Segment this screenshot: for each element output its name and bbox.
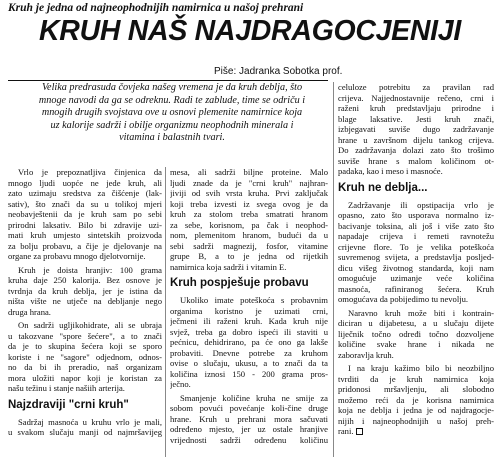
text-line: suvremenog svijeta, a predstavlja posljed- xyxy=(338,252,494,262)
text-line: probaviti. Dnevne potrebe za kruhom xyxy=(170,347,328,358)
text-line: ječmeni ili raženi kruh. Kada kruh nije xyxy=(170,316,328,326)
text-line: dicu višeg životnog standarda, koji nam xyxy=(338,262,494,273)
text-line: omogućava da pobijedimo tu nevolju. xyxy=(338,294,469,304)
text-line: grupe B, a to je jedna od rijetkih xyxy=(170,251,328,261)
text-line: diciran u dijabetesu, a u slučaju dijete xyxy=(338,318,494,328)
text-line: tvrdnja da kruh deblja, jer je istina da xyxy=(8,285,162,296)
text-line: hrane u završnom dijelu tankog crijeva. xyxy=(338,134,494,145)
text-line: ljudi znade da je "crni kruh" najhran- xyxy=(170,177,328,188)
text-line: našu težinu i stanje našiih arterija. xyxy=(8,383,125,393)
text-line: nom, plemenitom hranom, budući da u xyxy=(170,230,328,240)
article-column-2 xyxy=(170,167,328,448)
lead-line: vitamina i balastnih tvari. xyxy=(119,132,225,144)
lead-line: mnogih drugih svojstava ove u osnovi plemenite namirnice koja xyxy=(41,107,303,119)
col2-paragraph-3 xyxy=(170,393,328,446)
text-line: izbjegavati suviše dugo zadržavanje xyxy=(338,124,494,134)
text-line: crijeva. Najjednostavnije rečeno, crni i xyxy=(338,92,494,103)
text-line: Zadržavanje ili opstipacija vrlo je xyxy=(348,199,494,210)
text-line: padaka, kao i meso i masnoće. xyxy=(338,166,443,176)
subheading-crni-kruh: Najzdraviji "crni kruh" xyxy=(8,398,129,411)
kicker-line: Kruh je jedna od najneophodnijih namirnica u našoj prehrani xyxy=(8,2,304,14)
col2-paragraph-1 xyxy=(170,167,328,272)
text-line: mnogo ljudi uopće ne jede kruh, ali xyxy=(8,177,162,188)
byline: Piše: Jadranka Sobotka prof. xyxy=(214,66,343,77)
text-line: pećnicu, dehidrirano, pa će ono ga lakše xyxy=(170,337,328,347)
text-line: namirnica koja sadrži i vitamin E. xyxy=(170,261,287,272)
col1-paragraph-3 xyxy=(8,320,162,394)
text-line: druga hrana. xyxy=(8,306,51,317)
text-line: suviše hrane s malom količinom ot- xyxy=(338,155,494,166)
text-line: ništa vište ne utječe na debljanje nego xyxy=(8,296,162,306)
text-line: vrijednosti sadrži određenu količinu xyxy=(170,434,328,445)
text-line: određeno mjesto, jer uz ostale hranjive xyxy=(170,424,328,434)
text-line: I na kraju kažimo bilo bi neozbiljno xyxy=(348,363,494,373)
text-line: Naravno kruh može biti i kontrain- xyxy=(348,307,494,318)
column-rule-1 xyxy=(165,167,166,457)
text-line: prirodni laksativ. Bilo bi zdravije uzi- xyxy=(8,219,162,230)
text-line: omogućuje uzimanje veće količina xyxy=(338,273,494,283)
text-line: kruh za stolom treba smatrati hranom xyxy=(170,209,328,219)
text-line: zaboravlja kruh. xyxy=(338,349,394,360)
lead-divider xyxy=(8,80,328,81)
text-line: celuloze potrebitu za pravilan rad xyxy=(338,82,494,92)
text-line: liječnik točno određi točno dozvoljene xyxy=(338,328,494,339)
text-line: da je to skupina šećera koji se sporo xyxy=(8,341,162,351)
text-line: Vrlo je prepoznatljiva činjenica da xyxy=(18,167,162,177)
text-line: bacivanje toksina, ali još i više zato što xyxy=(338,220,494,231)
text-line: organima koristno je uzimati crni, xyxy=(170,305,328,316)
text-line: svjež, treba ga dobro ispeći ili staviti u xyxy=(170,326,328,337)
text-line: organe za probavu mnogo djelotvornije. xyxy=(8,251,146,261)
text-line: sebi sadrži magnezij, fosfor, vitamine xyxy=(170,240,328,251)
text-line: mati kruh umjesto sintetskih proizvoda xyxy=(8,230,162,240)
col2-paragraph-2 xyxy=(170,295,328,390)
text-line: mesa, ali sadrži biljne proteine. Malo xyxy=(170,167,328,177)
text-line: jiviji od svih vrsta kruha. Prvi zaključak xyxy=(170,188,328,198)
lead-line: uz kalorije sadrži i obilje organizmu neophodnih minerala i xyxy=(50,119,294,131)
text-line: ječno. xyxy=(170,379,191,389)
text-line: sobom povući povećanje koli-čine druge xyxy=(170,403,328,413)
subheading-ne-deblja: Kruh ne deblja... xyxy=(338,181,428,194)
text-line: napadaje crijeva i remeti ravnotežu xyxy=(338,231,494,241)
text-line: opasno, zato što usporava normalno iz- xyxy=(338,210,494,220)
text-line: kruha daje 250 kalorija. Bez osnove je xyxy=(8,275,162,285)
col1-paragraph-2 xyxy=(8,265,162,318)
text-line: nijih i najneophodnijih u našoj preh- xyxy=(338,415,494,426)
text-line: sativ), što znači da su u tolikoj mjeri xyxy=(8,198,162,209)
text-line: Ukoliko imate poteškoća s probavnim xyxy=(180,295,328,305)
text-line: pridonosi mršavljenju, ali slobodno xyxy=(338,384,494,394)
text-line: za sebe, korisnom, pa čak i neophod- xyxy=(170,219,328,230)
text-line: koja ne deblja i jedna je od najdragocje- xyxy=(338,405,494,415)
text-line: tvrditi da je kruh namirnica koja xyxy=(338,373,494,384)
subheading-probava: Kruh pospješuje probavu xyxy=(170,277,309,289)
text-line: koriste i ne "sagore" odjednom, odnos- xyxy=(8,351,162,362)
text-line: za bolju probavu, a čije je djelovanje na xyxy=(8,240,162,251)
text-line: ovise o slučaju, ukusu, a to znači da ta xyxy=(170,358,328,368)
text-line: no da bi ih preradio, naš organizam xyxy=(8,362,162,372)
text-line: količina iznosi 150 - 200 grama pros- xyxy=(170,368,328,379)
headline: KRUH NAŠ NAJDRAGOCJENIJI xyxy=(39,15,461,47)
text-line: Do zadržavanja dolazi zato što trošimo xyxy=(338,145,494,155)
text-line: Sadržaj masnoća u kruhu vrlo je mali, xyxy=(18,416,162,427)
text-line: neobavještenii da je kruh sam po sebi xyxy=(8,209,162,219)
lead-line: Velika predrasuda čovjeka našeg vremena je da kruh deblja, što xyxy=(41,82,303,93)
text-line: u takozvane "spore šećere", a to znači xyxy=(8,330,162,341)
text-line: koji treba izvesti iz svega ovog je da xyxy=(170,198,328,209)
text-line: raženi kruh predstavljaju prirodne i xyxy=(338,103,494,113)
col3-paragraph-1 xyxy=(338,82,494,177)
lead-line: mnoge navodi da ga se odreknu. Radi te zablude, time se odriču i xyxy=(38,94,306,106)
col1-paragraph-1 xyxy=(8,167,162,262)
column-rule-2 xyxy=(333,82,334,457)
col3-paragraph-2 xyxy=(338,200,494,305)
text-line: u svakom slučaju manji od najmršavijeg xyxy=(8,427,162,437)
text-line: crijevne flore. To je velika poteškoća xyxy=(338,241,494,252)
article-column-3 xyxy=(338,82,494,440)
col3-paragraph-3 xyxy=(338,308,494,361)
text-line: zato uzimaju sredstva za čišćenje (lak- xyxy=(8,188,162,198)
text-line: blage laksative. Jesti kruh znači, xyxy=(338,113,494,124)
text-line: rani. xyxy=(338,426,354,436)
text-line: možemo reći da je korisna namirnica xyxy=(338,394,494,405)
text-line: masnoća, rafiniranog šećera. Kruh xyxy=(338,283,494,294)
col1-paragraph-4 xyxy=(8,417,162,438)
text-line: hrane. Kruh u prehrani mora sačuvati xyxy=(170,413,328,424)
text-line: Smanjenje količine kruha ne smije za xyxy=(180,392,328,403)
article-column-1 xyxy=(8,167,162,441)
text-line: mora uložiti napor koji je koristan za xyxy=(8,372,162,383)
col3-paragraph-4 xyxy=(338,363,494,437)
text-line: On sadrži ugljikohidrate, ali se ubraja xyxy=(18,320,162,330)
lead-paragraph xyxy=(12,82,332,145)
text-line: količine svake hrane i nikada ne xyxy=(338,339,494,349)
text-line: Kruh je doista hranjiv: 100 grama xyxy=(18,264,162,275)
end-mark xyxy=(356,428,363,435)
